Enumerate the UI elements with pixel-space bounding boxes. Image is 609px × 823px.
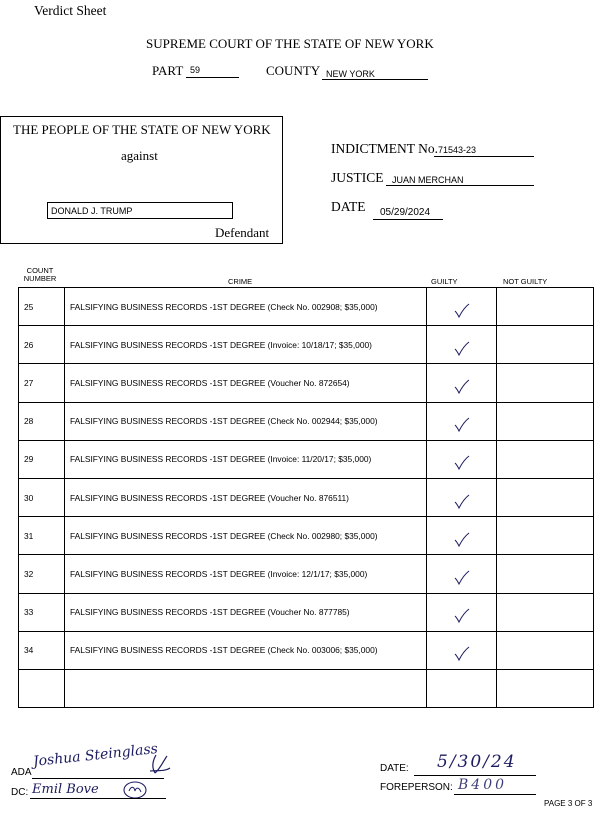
date-value: 05/29/2024: [380, 207, 431, 218]
guilty-cell[interactable]: [427, 478, 497, 516]
count-row: [19, 440, 594, 478]
checkmark-icon: [453, 646, 471, 662]
count-crime: [65, 669, 427, 707]
indictment-value: 71543-23: [438, 145, 477, 155]
checkmark-icon: [453, 608, 471, 624]
guilty-cell[interactable]: [427, 326, 497, 364]
sheet-title: Verdict Sheet: [34, 3, 107, 18]
guilty-cell[interactable]: [427, 440, 497, 478]
checkmark-icon: [453, 532, 471, 548]
ada-signature: Joshua Steinglass: [32, 740, 159, 770]
defendant-name: DONALD J. TRUMP: [51, 206, 133, 216]
count-crime: FALSIFYING BUSINESS RECORDS -1ST DEGREE (Voucher No. 872654): [65, 364, 427, 402]
not-guilty-cell[interactable]: [497, 402, 594, 440]
count-crime: FALSIFYING BUSINESS RECORDS -1ST DEGREE (Check No. 002980; $35,000): [65, 517, 427, 555]
guilty-cell[interactable]: [427, 402, 497, 440]
part-value: 59: [190, 65, 201, 75]
guilty-cell[interactable]: [427, 517, 497, 555]
guilty-cell[interactable]: [427, 631, 497, 669]
caption-box: [0, 116, 283, 244]
count-number: 25: [19, 288, 65, 326]
count-row: [19, 669, 594, 707]
guilty-cell[interactable]: [427, 364, 497, 402]
count-row: [19, 288, 594, 326]
count-number: 32: [19, 555, 65, 593]
guilty-cell[interactable]: [427, 669, 497, 707]
header-crime: CRIME: [228, 277, 253, 286]
checkmark-icon: [453, 341, 471, 357]
caption-against: against: [121, 148, 158, 163]
part-underline: [186, 77, 239, 78]
foreperson-underline: [454, 794, 536, 795]
county-underline: [322, 79, 428, 80]
dc-label: DC:: [11, 787, 29, 798]
header-not-guilty: NOT GUILTY: [503, 277, 548, 286]
justice-underline: [386, 185, 534, 186]
dc-initials-mark: [122, 780, 148, 800]
not-guilty-cell[interactable]: [497, 288, 594, 326]
checkmark-icon: [453, 455, 471, 471]
count-number: 30: [19, 478, 65, 516]
guilty-cell[interactable]: [427, 593, 497, 631]
count-number: 28: [19, 402, 65, 440]
count-number: 27: [19, 364, 65, 402]
not-guilty-cell[interactable]: [497, 364, 594, 402]
header-guilty: GUILTY: [431, 277, 458, 286]
count-row: [19, 478, 594, 516]
not-guilty-cell[interactable]: [497, 326, 594, 364]
checkmark-icon: [453, 570, 471, 586]
count-row: [19, 631, 594, 669]
guilty-cell[interactable]: [427, 288, 497, 326]
count-row: [19, 593, 594, 631]
count-crime: FALSIFYING BUSINESS RECORDS -1ST DEGREE (Invoice: 12/1/17; $35,000): [65, 555, 427, 593]
count-number: 26: [19, 326, 65, 364]
date-underline: [373, 219, 443, 220]
not-guilty-cell[interactable]: [497, 555, 594, 593]
justice-label: JUSTICE: [331, 170, 384, 185]
defendant-label: Defendant: [215, 225, 270, 240]
header-count-line2: NUMBER: [23, 274, 57, 283]
foreperson-value: B400: [458, 777, 508, 793]
justice-value: JUAN MERCHAN: [392, 175, 464, 185]
foreperson-label: FOREPERSON:: [380, 782, 453, 793]
count-number: 33: [19, 593, 65, 631]
checkmark-icon: [453, 303, 471, 319]
count-row: [19, 364, 594, 402]
part-label: PART: [152, 63, 184, 78]
count-crime: FALSIFYING BUSINESS RECORDS -1ST DEGREE (Voucher No. 876511): [65, 478, 427, 516]
guilty-cell[interactable]: [427, 555, 497, 593]
count-crime: FALSIFYING BUSINESS RECORDS -1ST DEGREE (Invoice: 10/18/17; $35,000): [65, 326, 427, 364]
count-row: [19, 402, 594, 440]
count-row: [19, 555, 594, 593]
footer-date-underline: [414, 775, 536, 776]
count-number: [19, 669, 65, 707]
ada-underline: [32, 778, 164, 779]
count-number: 34: [19, 631, 65, 669]
court-name: SUPREME COURT OF THE STATE OF NEW YORK: [146, 36, 434, 51]
indictment-underline: [434, 156, 534, 157]
not-guilty-cell[interactable]: [497, 631, 594, 669]
not-guilty-cell[interactable]: [497, 517, 594, 555]
counts-table: [18, 287, 594, 708]
indictment-label: INDICTMENT No.: [331, 141, 438, 156]
count-crime: FALSIFYING BUSINESS RECORDS -1ST DEGREE (Check No. 002908; $35,000): [65, 288, 427, 326]
caption-people: THE PEOPLE OF THE STATE OF NEW YORK: [13, 122, 271, 137]
count-crime: FALSIFYING BUSINESS RECORDS -1ST DEGREE (Voucher No. 877785): [65, 593, 427, 631]
count-number: 31: [19, 517, 65, 555]
checkmark-icon: [453, 379, 471, 395]
header-count-line1: COUNT: [26, 266, 54, 275]
not-guilty-cell[interactable]: [497, 440, 594, 478]
county-value: NEW YORK: [326, 69, 375, 79]
defendant-name-field: [47, 202, 233, 219]
checkmark-icon: [453, 417, 471, 433]
checkmark-icon: [453, 494, 471, 510]
count-row: [19, 517, 594, 555]
not-guilty-cell[interactable]: [497, 478, 594, 516]
ada-label: ADA: [11, 767, 32, 778]
footer-date-value: 5/30/24: [437, 752, 517, 772]
county-label: COUNTY: [266, 63, 321, 78]
not-guilty-cell[interactable]: [497, 593, 594, 631]
page-number: PAGE 3 OF 3: [544, 799, 593, 808]
count-crime: FALSIFYING BUSINESS RECORDS -1ST DEGREE (Check No. 003006; $35,000): [65, 631, 427, 669]
date-label: DATE: [331, 199, 366, 214]
count-crime: FALSIFYING BUSINESS RECORDS -1ST DEGREE (Invoice: 11/20/17; $35,000): [65, 440, 427, 478]
not-guilty-cell[interactable]: [497, 669, 594, 707]
dc-signature: Emil Bove: [32, 782, 99, 797]
dc-underline: [30, 798, 166, 799]
count-number: 29: [19, 440, 65, 478]
count-crime: FALSIFYING BUSINESS RECORDS -1ST DEGREE (Check No. 002944; $35,000): [65, 402, 427, 440]
count-row: [19, 326, 594, 364]
footer-date-label: DATE:: [380, 763, 409, 774]
ada-initials-mark: [146, 752, 172, 776]
header-count: [20, 267, 60, 283]
